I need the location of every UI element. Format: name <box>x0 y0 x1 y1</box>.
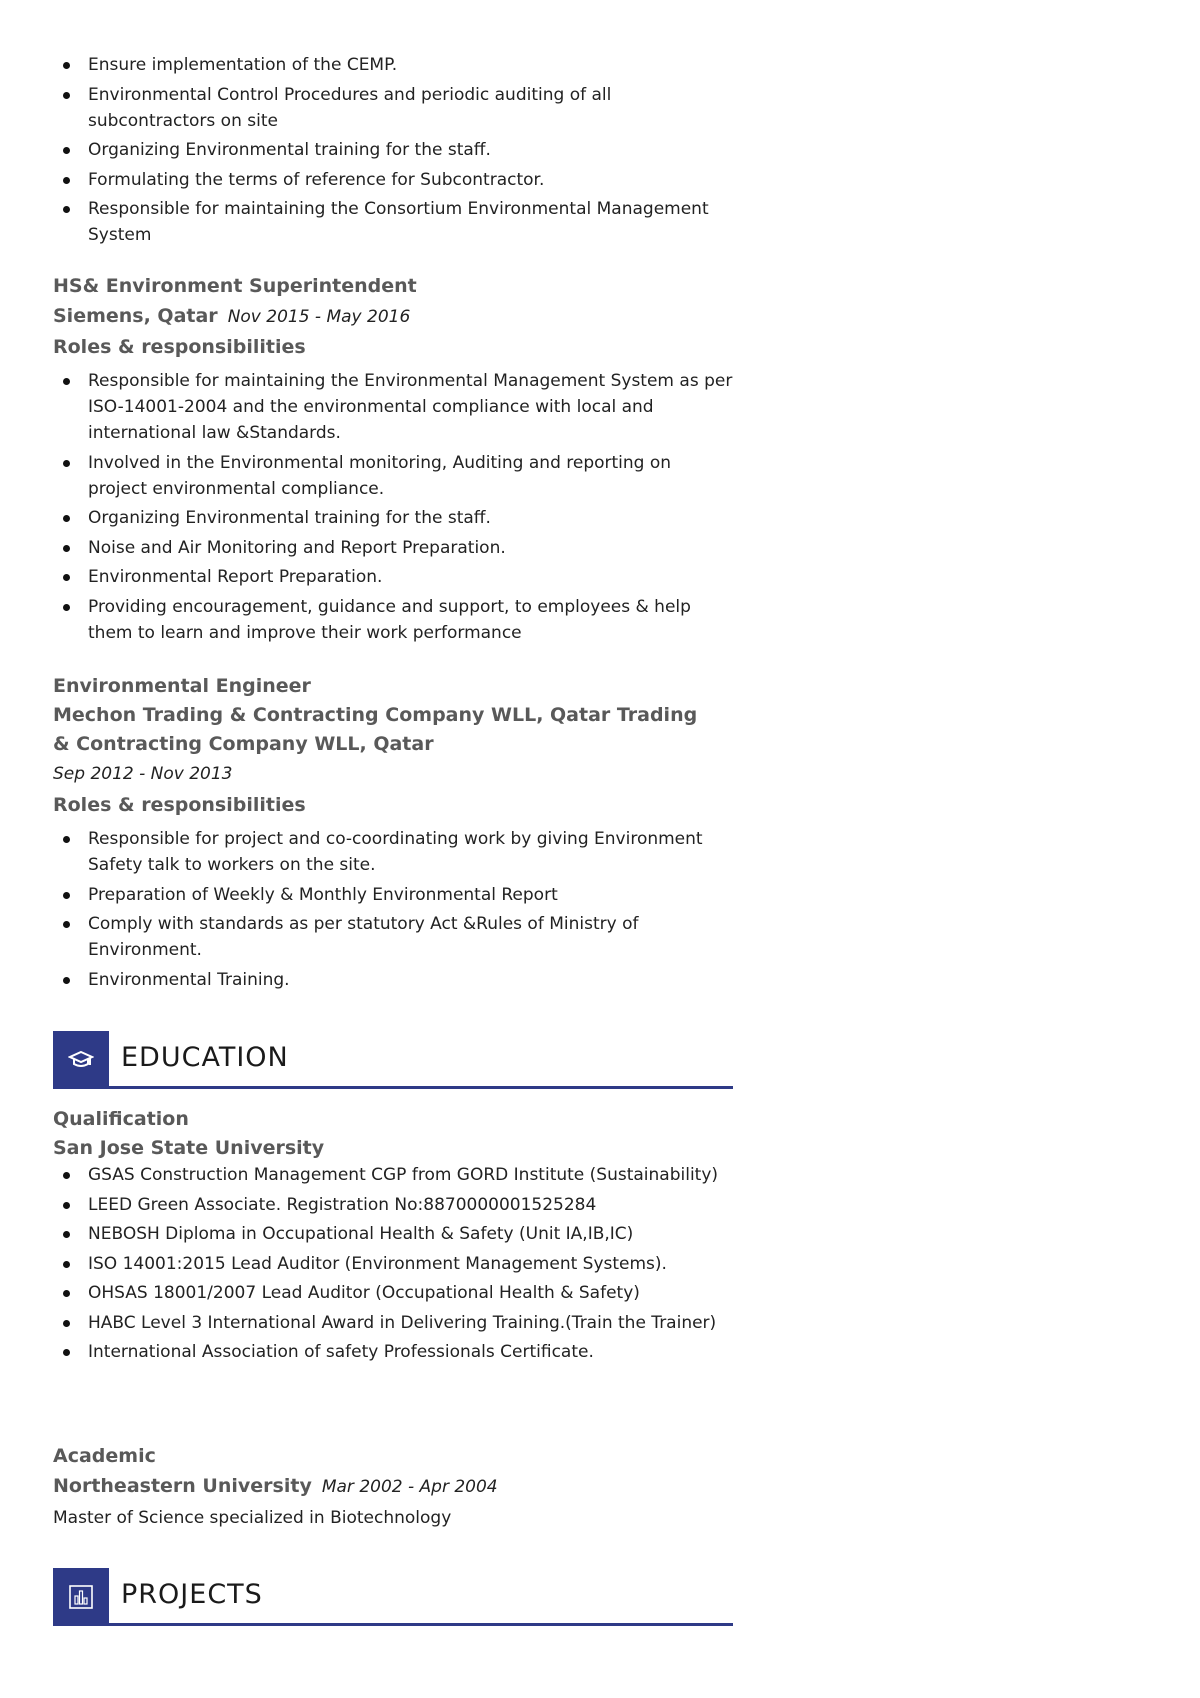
list-item: Responsible for maintaining the Consortium Environmental Management System <box>53 196 733 248</box>
bar-chart-icon <box>53 1568 109 1625</box>
list-item: Noise and Air Monitoring and Report Preparation. <box>53 535 733 561</box>
degree: Master of Science specialized in Biotechnology <box>53 1508 452 1528</box>
list-item: Involved in the Environmental monitoring, Auditing and reporting on project environmental compliance. <box>53 450 733 502</box>
experience-2 <box>53 271 733 649</box>
list-item: Preparation of Weekly & Monthly Environmental Report <box>53 882 733 908</box>
education-dates: Mar 2002 - Apr 2004 <box>321 1477 498 1497</box>
list-item: ISO 14001:2015 Lead Auditor (Environment Management Systems). <box>53 1251 733 1277</box>
school-name: Northeastern University <box>53 1475 312 1497</box>
list-item: Comply with standards as per statutory Act &Rules of Ministry of Environment. <box>53 911 733 963</box>
list-item: Providing encouragement, guidance and support, to employees & help them to learn and improve their work performance <box>53 594 733 646</box>
list-item: GSAS Construction Management CGP from GORD Institute (Sustainability) <box>53 1162 733 1188</box>
education-section-header <box>53 1031 733 1089</box>
list-item: Responsible for maintaining the Environmental Management System as per ISO-14001-2004 and the environmental compliance with local and international law &Standards. <box>53 368 733 446</box>
list-item: NEBOSH Diploma in Occupational Health & Safety (Unit IA,IB,IC) <box>53 1221 733 1247</box>
list-item: Environmental Training. <box>53 967 733 993</box>
job-dates: Nov 2015 - May 2016 <box>227 307 411 327</box>
list-item: OHSAS 18001/2007 Lead Auditor (Occupational Health & Safety) <box>53 1280 733 1306</box>
job-title: Environmental Engineer <box>53 675 311 697</box>
list-item: Organizing Environmental training for the staff. <box>53 505 733 531</box>
company-name: Siemens, Qatar <box>53 305 218 327</box>
academic-heading: Academic <box>53 1445 156 1467</box>
list-item: International Association of safety Professionals Certificate. <box>53 1339 733 1365</box>
job-dates: Sep 2012 - Nov 2013 <box>53 764 233 784</box>
experience-3 <box>53 671 733 996</box>
list-item: Ensure implementation of the CEMP. <box>53 52 733 78</box>
list-item: Formulating the terms of reference for Subcontractor. <box>53 167 733 193</box>
education-qualification <box>53 1104 733 1369</box>
roles-label: Roles & responsibilities <box>53 336 306 358</box>
list-item: HABC Level 3 International Award in Delivering Training.(Train the Trainer) <box>53 1310 733 1336</box>
roles-label: Roles & responsibilities <box>53 794 306 816</box>
education-academic <box>53 1441 733 1534</box>
projects-section-header <box>53 1568 733 1626</box>
experience-1-bullets <box>53 52 733 252</box>
list-item: Environmental Control Procedures and periodic auditing of all subcontractors on site <box>53 82 733 134</box>
job-title: HS& Environment Superintendent <box>53 275 417 297</box>
section-title: PROJECTS <box>121 1579 263 1610</box>
graduation-cap-icon <box>53 1031 109 1088</box>
company-name: Mechon Trading & Contracting Company WLL, Qatar Trading & Contracting Company WLL, Qatar <box>53 704 698 755</box>
qualification-heading: Qualification <box>53 1108 189 1130</box>
school-name: San Jose State University <box>53 1137 325 1159</box>
list-item: Organizing Environmental training for the staff. <box>53 137 733 163</box>
list-item: LEED Green Associate. Registration No:8870000001525284 <box>53 1192 733 1218</box>
list-item: Responsible for project and co-coordinating work by giving Environment Safety talk to workers on the site. <box>53 826 733 878</box>
section-title: EDUCATION <box>121 1042 289 1073</box>
list-item: Environmental Report Preparation. <box>53 564 733 590</box>
